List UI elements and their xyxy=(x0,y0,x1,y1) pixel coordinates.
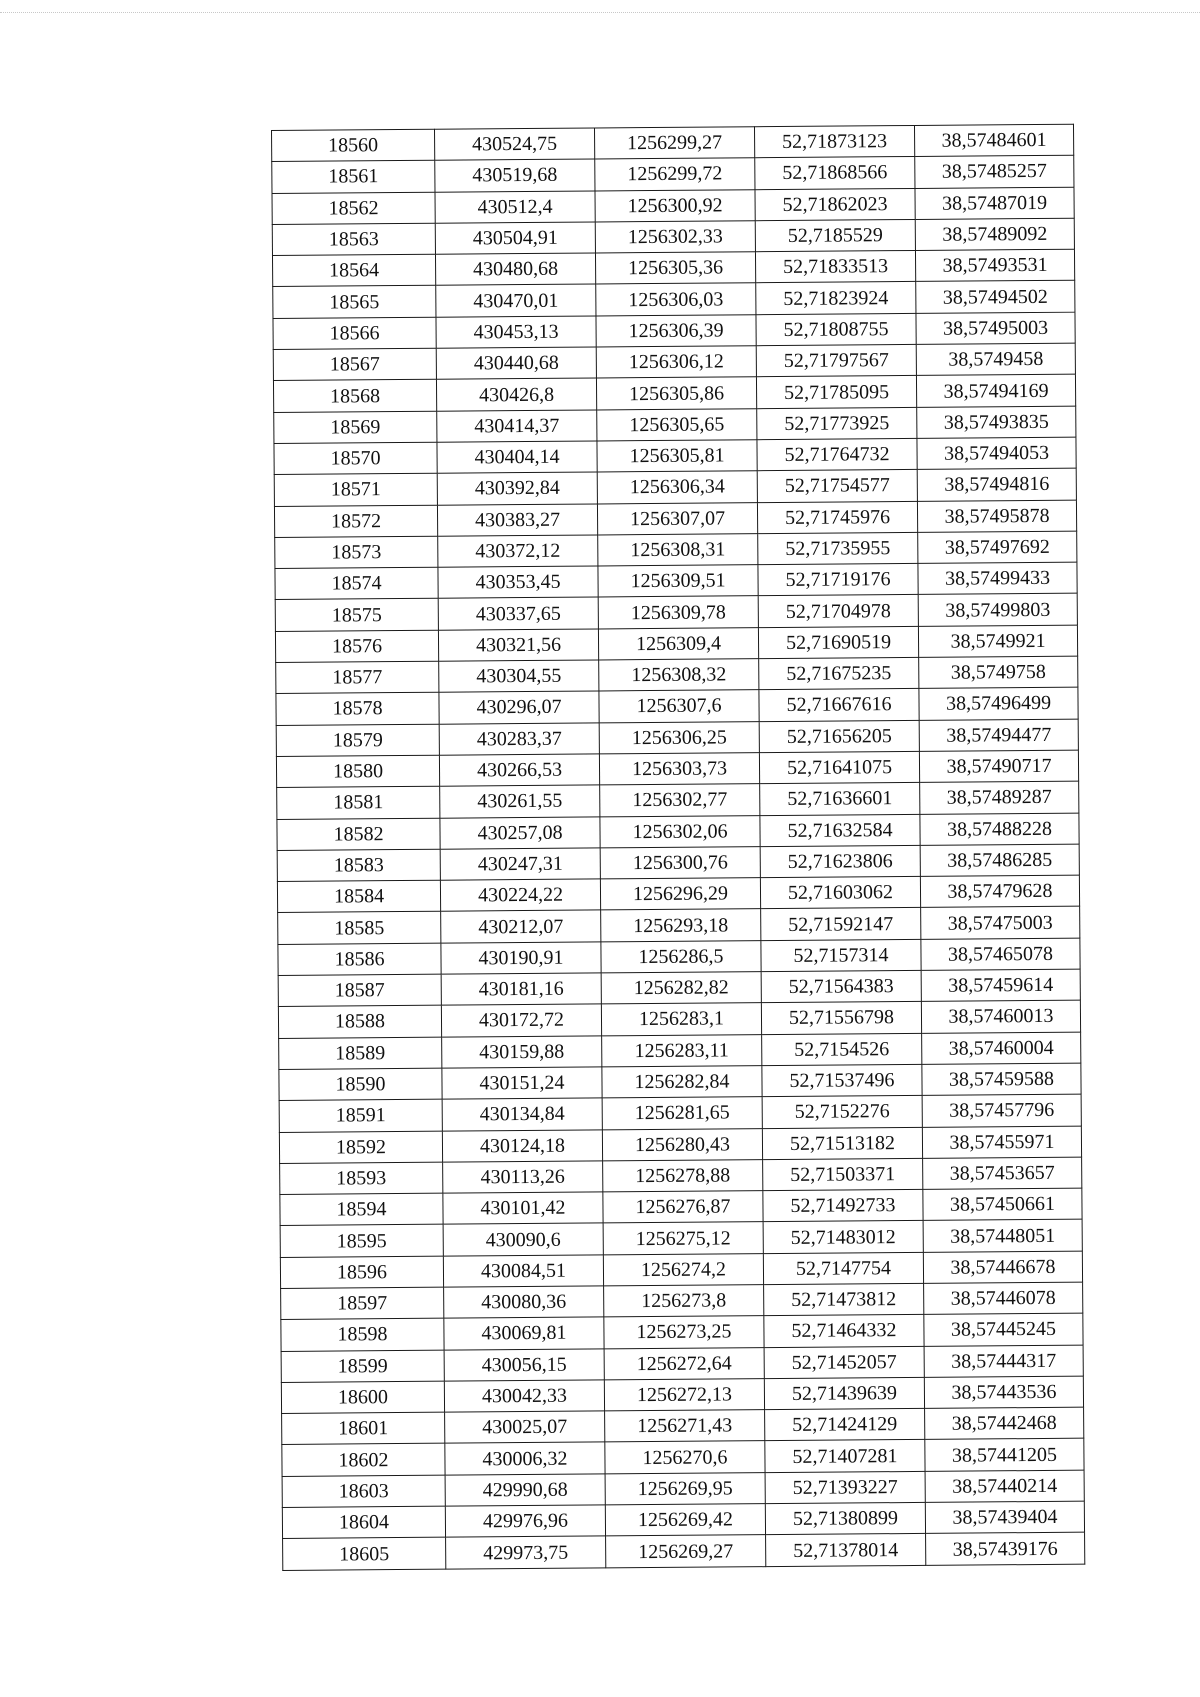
cell-longitude: 38,57499803 xyxy=(918,594,1077,627)
scan-edge-line xyxy=(0,12,1200,13)
cell-x: 430124,18 xyxy=(442,1129,602,1162)
cell-latitude: 52,71564383 xyxy=(761,970,921,1003)
cell-x: 430159,88 xyxy=(442,1036,602,1069)
cell-longitude: 38,57444317 xyxy=(924,1345,1083,1378)
cell-longitude: 38,57494169 xyxy=(916,375,1075,408)
cell-x: 430069,81 xyxy=(444,1317,604,1350)
cell-longitude: 38,57494477 xyxy=(919,719,1078,752)
cell-y: 1256307,07 xyxy=(597,502,757,535)
cell-point-number: 18600 xyxy=(281,1381,444,1414)
cell-point-number: 18587 xyxy=(278,974,441,1007)
cell-x: 430101,42 xyxy=(443,1192,603,1225)
cell-latitude: 52,71745976 xyxy=(757,501,917,534)
cell-x: 430025,07 xyxy=(445,1411,605,1444)
cell-y: 1256281,65 xyxy=(602,1097,762,1130)
cell-x: 430006,32 xyxy=(445,1442,605,1475)
cell-longitude: 38,5749758 xyxy=(919,656,1078,689)
cell-latitude: 52,71797567 xyxy=(756,345,916,378)
cell-longitude: 38,57455971 xyxy=(922,1126,1081,1159)
cell-longitude: 38,5749921 xyxy=(918,625,1077,658)
cell-y: 1256305,86 xyxy=(596,377,756,410)
cell-point-number: 18599 xyxy=(281,1350,444,1383)
cell-point-number: 18569 xyxy=(274,411,437,444)
cell-point-number: 18597 xyxy=(281,1287,444,1320)
cell-x: 430090,6 xyxy=(443,1223,603,1256)
cell-latitude: 52,71439639 xyxy=(764,1377,924,1410)
cell-x: 430372,12 xyxy=(438,535,598,568)
cell-x: 430519,68 xyxy=(435,159,595,192)
cell-longitude: 38,57446078 xyxy=(924,1282,1083,1315)
cell-latitude: 52,71378014 xyxy=(766,1534,926,1567)
cell-latitude: 52,71636601 xyxy=(760,783,920,816)
cell-y: 1256293,18 xyxy=(601,909,761,942)
cell-x: 430453,13 xyxy=(436,316,596,349)
cell-x: 430190,91 xyxy=(441,942,601,975)
cell-longitude: 38,57459588 xyxy=(922,1063,1081,1096)
cell-x: 430392,84 xyxy=(437,472,597,505)
cell-longitude: 38,57440214 xyxy=(925,1470,1084,1503)
cell-y: 1256278,88 xyxy=(603,1159,763,1192)
cell-longitude: 38,57459614 xyxy=(921,969,1080,1002)
cell-x: 430172,72 xyxy=(441,1004,601,1037)
cell-point-number: 18604 xyxy=(282,1506,445,1539)
cell-x: 430257,08 xyxy=(440,816,600,849)
cell-latitude: 52,7152276 xyxy=(762,1096,922,1129)
cell-x: 430181,16 xyxy=(441,973,601,1006)
cell-point-number: 18563 xyxy=(272,223,435,256)
cell-point-number: 18601 xyxy=(282,1412,445,1445)
coordinates-table-body xyxy=(272,124,1085,1570)
cell-y: 1256302,77 xyxy=(600,784,760,817)
cell-latitude: 52,71393227 xyxy=(765,1471,925,1504)
cell-x: 430404,14 xyxy=(437,441,597,474)
cell-latitude: 52,71503371 xyxy=(763,1158,923,1191)
cell-latitude: 52,7154526 xyxy=(762,1033,922,1066)
cell-longitude: 38,5749458 xyxy=(916,343,1075,376)
cell-point-number: 18588 xyxy=(278,1006,441,1039)
cell-longitude: 38,57495003 xyxy=(916,312,1075,345)
cell-point-number: 18593 xyxy=(280,1162,443,1195)
coordinates-table xyxy=(271,124,1085,1571)
cell-y: 1256309,78 xyxy=(598,596,758,629)
cell-point-number: 18575 xyxy=(275,599,438,632)
cell-longitude: 38,57499433 xyxy=(918,562,1077,595)
cell-latitude: 52,71556798 xyxy=(761,1002,921,1035)
cell-point-number: 18566 xyxy=(273,317,436,350)
cell-latitude: 52,71424129 xyxy=(765,1409,925,1442)
cell-point-number: 18589 xyxy=(279,1037,442,1070)
cell-x: 429976,96 xyxy=(445,1505,605,1538)
cell-point-number: 18590 xyxy=(279,1068,442,1101)
cell-y: 1256273,25 xyxy=(604,1316,764,1349)
cell-y: 1256269,27 xyxy=(606,1535,766,1568)
cell-longitude: 38,57494053 xyxy=(917,437,1076,470)
cell-latitude: 52,71808755 xyxy=(756,313,916,346)
cell-latitude: 52,71719176 xyxy=(758,564,918,597)
cell-longitude: 38,57450661 xyxy=(923,1188,1082,1221)
cell-point-number: 18573 xyxy=(275,536,438,569)
cell-x: 430480,68 xyxy=(435,253,595,286)
cell-point-number: 18602 xyxy=(282,1444,445,1477)
cell-point-number: 18580 xyxy=(276,755,439,788)
cell-longitude: 38,57442468 xyxy=(925,1407,1084,1440)
cell-point-number: 18592 xyxy=(279,1131,442,1164)
cell-longitude: 38,57448051 xyxy=(923,1220,1082,1253)
cell-latitude: 52,71785095 xyxy=(756,376,916,409)
cell-y: 1256282,84 xyxy=(602,1066,762,1099)
cell-longitude: 38,57493531 xyxy=(915,249,1074,282)
cell-point-number: 18562 xyxy=(272,192,435,225)
cell-point-number: 18568 xyxy=(273,380,436,413)
cell-y: 1256274,2 xyxy=(603,1253,763,1286)
cell-point-number: 18570 xyxy=(274,442,437,475)
cell-point-number: 18585 xyxy=(278,912,441,945)
cell-latitude: 52,71862023 xyxy=(755,188,915,221)
cell-latitude: 52,71873123 xyxy=(754,125,914,158)
cell-point-number: 18598 xyxy=(281,1318,444,1351)
cell-latitude: 52,71407281 xyxy=(765,1440,925,1473)
cell-y: 1256305,65 xyxy=(597,408,757,441)
cell-y: 1256270,6 xyxy=(605,1441,765,1474)
cell-x: 430151,24 xyxy=(442,1067,602,1100)
cell-x: 430261,55 xyxy=(440,785,600,818)
cell-longitude: 38,57490717 xyxy=(919,750,1078,783)
cell-latitude: 52,71464332 xyxy=(764,1315,924,1348)
cell-latitude: 52,71764732 xyxy=(757,438,917,471)
cell-x: 430113,26 xyxy=(443,1161,603,1194)
cell-point-number: 18560 xyxy=(272,129,435,162)
cell-x: 430266,53 xyxy=(439,754,599,787)
cell-latitude: 52,7147754 xyxy=(763,1252,923,1285)
cell-x: 430440,68 xyxy=(436,347,596,380)
cell-y: 1256307,6 xyxy=(599,690,759,723)
cell-y: 1256272,64 xyxy=(604,1347,764,1380)
table-row xyxy=(283,1533,1085,1571)
cell-latitude: 52,71675235 xyxy=(759,657,919,690)
cell-longitude: 38,57475003 xyxy=(921,907,1080,940)
cell-longitude: 38,57443536 xyxy=(924,1376,1083,1409)
cell-latitude: 52,71592147 xyxy=(761,908,921,941)
cell-y: 1256272,13 xyxy=(604,1379,764,1412)
cell-longitude: 38,57484601 xyxy=(914,124,1073,157)
cell-x: 429990,68 xyxy=(445,1474,605,1507)
cell-point-number: 18583 xyxy=(277,849,440,882)
cell-x: 430504,91 xyxy=(435,222,595,255)
cell-y: 1256308,31 xyxy=(598,534,758,567)
cell-point-number: 18564 xyxy=(272,254,435,287)
cell-y: 1256305,81 xyxy=(597,440,757,473)
cell-y: 1256306,12 xyxy=(596,346,756,379)
cell-longitude: 38,57479628 xyxy=(920,875,1079,908)
cell-longitude: 38,57488228 xyxy=(920,813,1079,846)
cell-point-number: 18591 xyxy=(279,1099,442,1132)
cell-y: 1256282,82 xyxy=(601,972,761,1005)
cell-x: 430304,55 xyxy=(439,660,599,693)
cell-x: 430247,31 xyxy=(440,848,600,881)
cell-x: 429973,75 xyxy=(446,1536,606,1569)
cell-y: 1256302,33 xyxy=(595,221,755,254)
cell-latitude: 52,71452057 xyxy=(764,1346,924,1379)
cell-x: 430080,36 xyxy=(444,1286,604,1319)
cell-longitude: 38,57487019 xyxy=(915,187,1074,220)
cell-latitude: 52,71632584 xyxy=(760,814,920,847)
cell-y: 1256283,1 xyxy=(601,1003,761,1036)
cell-latitude: 52,71690519 xyxy=(758,626,918,659)
cell-y: 1256302,06 xyxy=(600,815,760,848)
cell-point-number: 18576 xyxy=(275,630,438,663)
cell-y: 1256309,4 xyxy=(598,627,758,660)
cell-longitude: 38,57494502 xyxy=(916,281,1075,314)
cell-y: 1256269,42 xyxy=(605,1504,765,1537)
cell-y: 1256306,39 xyxy=(596,314,756,347)
cell-latitude: 52,71656205 xyxy=(759,720,919,753)
cell-point-number: 18567 xyxy=(273,348,436,381)
cell-longitude: 38,57493835 xyxy=(917,406,1076,439)
cell-point-number: 18578 xyxy=(276,693,439,726)
cell-longitude: 38,57445245 xyxy=(924,1313,1083,1346)
cell-y: 1256300,76 xyxy=(600,847,760,880)
cell-y: 1256296,29 xyxy=(600,878,760,911)
cell-point-number: 18561 xyxy=(272,161,435,194)
cell-latitude: 52,71603062 xyxy=(760,877,920,910)
cell-y: 1256308,32 xyxy=(599,659,759,692)
cell-y: 1256299,72 xyxy=(595,158,755,191)
cell-point-number: 18594 xyxy=(280,1193,443,1226)
cell-point-number: 18565 xyxy=(273,286,436,319)
cell-x: 430224,22 xyxy=(440,879,600,912)
cell-y: 1256275,12 xyxy=(603,1222,763,1255)
cell-latitude: 52,71473812 xyxy=(764,1283,924,1316)
cell-point-number: 18582 xyxy=(277,818,440,851)
cell-y: 1256303,73 xyxy=(599,753,759,786)
cell-point-number: 18577 xyxy=(276,661,439,694)
cell-latitude: 52,71380899 xyxy=(765,1502,925,1535)
cell-longitude: 38,57439176 xyxy=(926,1533,1085,1566)
cell-point-number: 18584 xyxy=(277,880,440,913)
cell-y: 1256306,25 xyxy=(599,721,759,754)
cell-x: 430524,75 xyxy=(434,128,594,161)
cell-latitude: 52,71773925 xyxy=(757,407,917,440)
cell-x: 430426,8 xyxy=(436,378,596,411)
cell-latitude: 52,71735955 xyxy=(758,532,918,565)
cell-point-number: 18571 xyxy=(274,473,437,506)
cell-latitude: 52,71537496 xyxy=(762,1064,922,1097)
cell-x: 430512,4 xyxy=(435,191,595,224)
cell-x: 430042,33 xyxy=(444,1380,604,1413)
cell-longitude: 38,57460013 xyxy=(921,1000,1080,1033)
cell-y: 1256300,92 xyxy=(595,189,755,222)
cell-longitude: 38,57446678 xyxy=(923,1251,1082,1284)
cell-y: 1256306,03 xyxy=(596,283,756,316)
cell-x: 430353,45 xyxy=(438,566,598,599)
cell-point-number: 18586 xyxy=(278,943,441,976)
cell-longitude: 38,57489287 xyxy=(920,781,1079,814)
cell-latitude: 52,71823924 xyxy=(756,282,916,315)
cell-longitude: 38,57453657 xyxy=(923,1157,1082,1190)
cell-longitude: 38,57457796 xyxy=(922,1094,1081,1127)
cell-point-number: 18572 xyxy=(274,505,437,538)
cell-latitude: 52,71667616 xyxy=(759,689,919,722)
cell-point-number: 18579 xyxy=(276,724,439,757)
cell-latitude: 52,71623806 xyxy=(760,845,920,878)
cell-y: 1256305,36 xyxy=(595,252,755,285)
cell-latitude: 52,71704978 xyxy=(758,595,918,628)
cell-point-number: 18574 xyxy=(275,567,438,600)
cell-point-number: 18595 xyxy=(280,1225,443,1258)
cell-latitude: 52,7157314 xyxy=(761,939,921,972)
cell-y: 1256280,43 xyxy=(602,1128,762,1161)
cell-x: 430470,01 xyxy=(436,284,596,317)
cell-point-number: 18605 xyxy=(283,1538,446,1571)
cell-x: 430084,51 xyxy=(443,1255,603,1288)
cell-longitude: 38,57439404 xyxy=(925,1501,1084,1534)
cell-longitude: 38,57485257 xyxy=(915,155,1074,188)
cell-latitude: 52,71868566 xyxy=(755,157,915,190)
cell-latitude: 52,71492733 xyxy=(763,1190,923,1223)
cell-longitude: 38,57496499 xyxy=(919,688,1078,721)
cell-y: 1256286,5 xyxy=(601,940,761,973)
cell-x: 430056,15 xyxy=(444,1348,604,1381)
cell-longitude: 38,57489092 xyxy=(915,218,1074,251)
cell-y: 1256269,95 xyxy=(605,1472,765,1505)
cell-y: 1256273,8 xyxy=(604,1285,764,1318)
cell-x: 430212,07 xyxy=(441,910,601,943)
cell-x: 430321,56 xyxy=(438,629,598,662)
cell-longitude: 38,57460004 xyxy=(922,1032,1081,1065)
cell-x: 430383,27 xyxy=(437,504,597,537)
cell-y: 1256271,43 xyxy=(605,1410,765,1443)
cell-latitude: 52,71754577 xyxy=(757,470,917,503)
cell-latitude: 52,71641075 xyxy=(759,751,919,784)
cell-y: 1256283,11 xyxy=(602,1034,762,1067)
cell-y: 1256306,34 xyxy=(597,471,757,504)
cell-point-number: 18596 xyxy=(280,1256,443,1289)
cell-point-number: 18581 xyxy=(277,786,440,819)
cell-longitude: 38,57495878 xyxy=(917,500,1076,533)
cell-latitude: 52,71513182 xyxy=(762,1127,922,1160)
cell-x: 430414,37 xyxy=(437,410,597,443)
cell-longitude: 38,57497692 xyxy=(918,531,1077,564)
cell-x: 430337,65 xyxy=(438,597,598,630)
cell-y: 1256276,87 xyxy=(603,1191,763,1224)
cell-x: 430134,84 xyxy=(442,1098,602,1131)
cell-longitude: 38,57486285 xyxy=(920,844,1079,877)
cell-latitude: 52,71483012 xyxy=(763,1221,923,1254)
cell-x: 430283,37 xyxy=(439,723,599,756)
cell-x: 430296,07 xyxy=(439,691,599,724)
cell-y: 1256299,27 xyxy=(594,127,754,160)
cell-y: 1256309,51 xyxy=(598,565,758,598)
cell-latitude: 52,71833513 xyxy=(755,251,915,284)
cell-point-number: 18603 xyxy=(282,1475,445,1508)
cell-longitude: 38,57465078 xyxy=(921,938,1080,971)
cell-latitude: 52,7185529 xyxy=(755,219,915,252)
cell-longitude: 38,57494816 xyxy=(917,468,1076,501)
cell-longitude: 38,57441205 xyxy=(925,1439,1084,1472)
